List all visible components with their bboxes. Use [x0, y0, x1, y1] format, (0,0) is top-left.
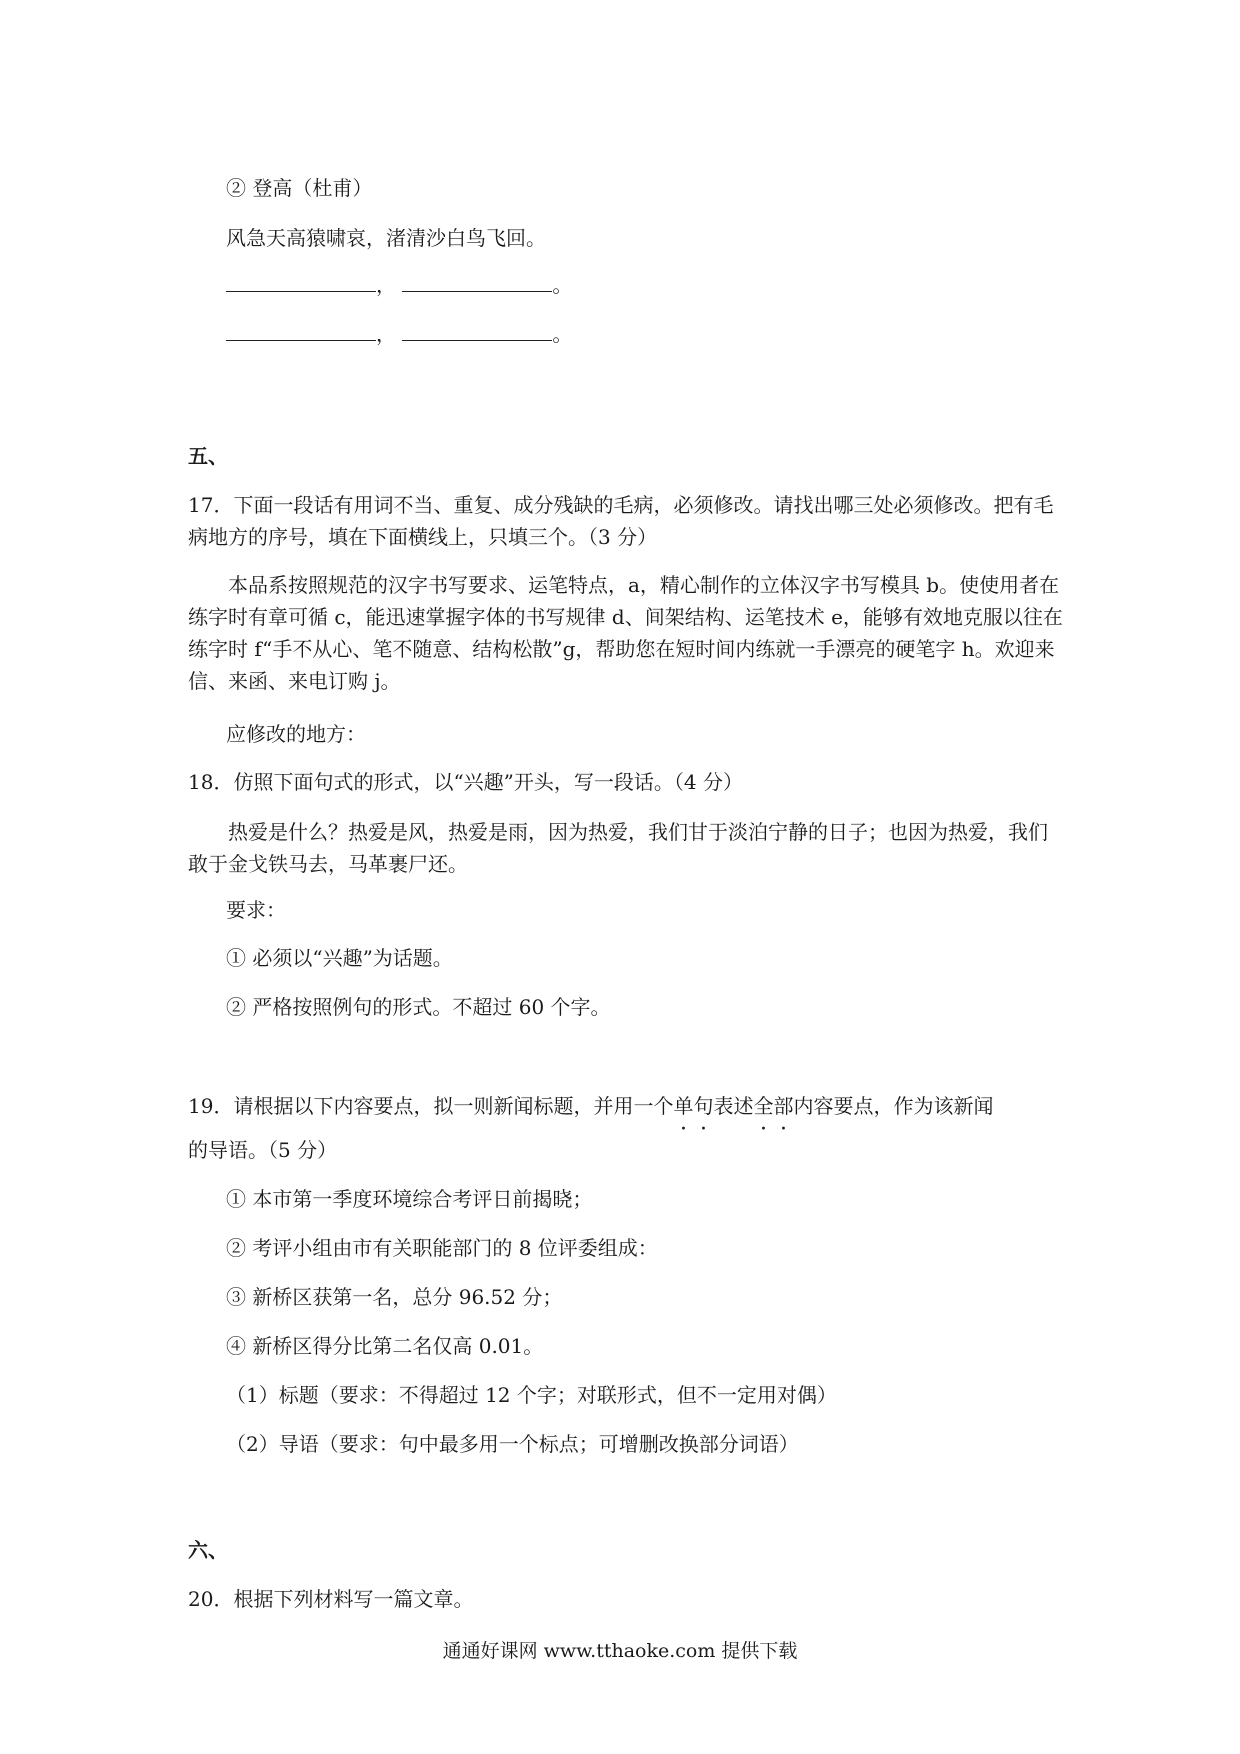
answer-blank[interactable]	[226, 320, 376, 341]
poem-fill-line-2	[226, 319, 572, 349]
q17-prompt: 17．下面一段话有用词不当、重复、成分残缺的毛病，必须修改。请找出哪三处必须修改。把有毛病地方的序号，填在下面横线上，只填三个。（3 分）	[188, 493, 1054, 549]
poem-fill-line-1	[226, 270, 572, 300]
q18-requirements-label: 要求：	[226, 898, 286, 922]
q19-sub-question-2: （2）导语（要求：句中最多用一个标点；可增删改换部分词语）	[226, 1432, 799, 1456]
answer-blank[interactable]	[402, 320, 552, 341]
comma: ，	[376, 322, 396, 346]
q17-passage: 本品系按照规范的汉字书写要求、运笔特点，a，精心制作的立体汉字书写模具 b。使使用者在练字时有章可循 c，能迅速掌握字体的书写规律 d、间架结构、运笔技术 e，能够有效地克服以往在练字时 f“手不从心、笔不随意、结构松散”g，帮助您在短时间内练就一手漂亮的硬笔字 h。欢迎来信、来函、来电订购 j。	[188, 573, 1063, 693]
poem-line-1: 风急天高猿啸哀，渚清沙白鸟飞回。	[226, 226, 546, 250]
emphasis-char: 部	[773, 1094, 794, 1118]
q19-point-4: ④ 新桥区得分比第二名仅高 0.01。	[226, 1334, 544, 1358]
emphasis-char: 单	[673, 1094, 694, 1118]
q19-point-3: ③ 新桥区获第一名，总分 96.52 分；	[226, 1285, 563, 1309]
q19-prompt-line-2: 的导语。（5 分）	[188, 1138, 338, 1162]
answer-blank[interactable]	[402, 271, 552, 292]
q19-point-1: ① 本市第一季度环境综合考评日前揭晓；	[226, 1187, 593, 1211]
q19-sub-question-1: （1）标题（要求：不得超过 12 个字；对联形式，但不一定用对偶）	[226, 1383, 837, 1407]
emphasis-char: 句	[693, 1094, 714, 1118]
q17-answer-label: 应修改的地方：	[226, 722, 366, 746]
section-6-heading: 六、	[188, 1538, 228, 1562]
period: 。	[552, 273, 573, 297]
q18-requirement-2: ② 严格按照例句的形式。不超过 60 个字。	[226, 995, 611, 1019]
page-footer: 通通好课网 www.tthaoke.com 提供下载	[442, 1640, 798, 1662]
period: 。	[552, 322, 573, 346]
q18-requirement-1: ① 必须以“兴趣”为话题。	[226, 946, 453, 970]
comma: ，	[376, 273, 396, 297]
q19-prompt-line-1: 19．请根据以下内容要点，拟一则新闻标题，并用一个单句表述全部内容要点，作为该新闻	[188, 1094, 994, 1118]
q19-point-2: ② 考评小组由市有关职能部门的 8 位评委组成：	[226, 1236, 658, 1260]
q20-prompt: 20．根据下列材料写一篇文章。	[188, 1587, 474, 1611]
poem-title: ② 登高（杜甫）	[226, 176, 373, 200]
emphasis-char: 全	[753, 1094, 774, 1118]
q18-example: 热爱是什么？热爱是风，热爱是雨，因为热爱，我们甘于淡泊宁静的日子；也因为热爱，我们敢于金戈铁马去，马革裹尸还。	[188, 820, 1048, 876]
q18-prompt: 18．仿照下面句式的形式，以“兴趣”开头，写一段话。（4 分）	[188, 770, 743, 794]
answer-blank[interactable]	[226, 271, 376, 292]
section-5-heading: 五、	[188, 444, 228, 468]
